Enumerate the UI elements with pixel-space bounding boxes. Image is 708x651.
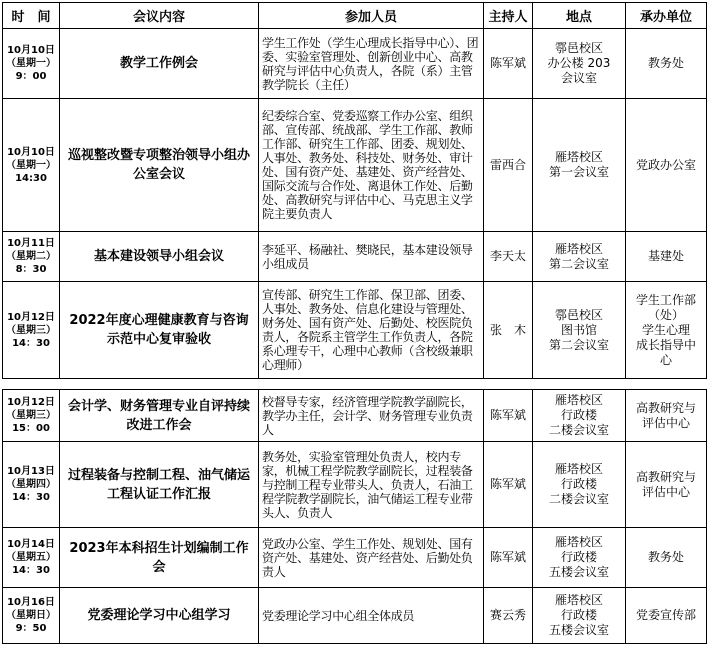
date-text: 10月13日 xyxy=(7,466,55,477)
time-cell xyxy=(3,528,60,588)
header-host: 主持人 xyxy=(484,3,533,29)
weekday-text: （星期三） xyxy=(6,410,56,421)
host-cell: 雷西合 xyxy=(484,99,533,232)
location-line: 二楼会议室 xyxy=(548,423,609,437)
header-attendees: 参加人员 xyxy=(259,3,484,29)
organizer-cell xyxy=(626,442,707,528)
location-line: 雁塔校区 xyxy=(554,535,603,549)
organizer-line: 党委宣传部 xyxy=(635,608,696,622)
time-cell xyxy=(3,390,60,442)
organizer-line: 评估中心 xyxy=(641,484,690,499)
date-text: 10月12日 xyxy=(7,311,55,323)
host-cell: 陈军斌 xyxy=(484,29,533,99)
location-line: 雁塔校区 xyxy=(554,241,603,256)
topic-cell: 2023年本科招生计划编制工作会 xyxy=(60,528,259,588)
header-organizer: 承办单位 xyxy=(626,3,707,29)
weekday-text: （星期五） xyxy=(6,552,56,563)
location-line: 第二会议室 xyxy=(548,256,609,271)
header-topic: 会议内容 xyxy=(60,3,259,29)
organizer-cell xyxy=(626,528,707,588)
organizer-line: 高教研究与 xyxy=(635,400,696,415)
header-time: 时 间 xyxy=(3,3,60,29)
location-cell xyxy=(533,588,626,644)
weekday-text: （星期一） xyxy=(6,159,56,171)
location-cell xyxy=(533,528,626,588)
attendees-cell: 学生工作处（学生心理成长指导中心）、团委、实验室管理处、创新创业中心、高教研究与评估中心负责人，各院（系）主管教学院长（主任） xyxy=(259,29,484,99)
attendees-cell: 党政办公室、学生工作处、规划处、国有资产处、基建处、资产经营处、后勤处负责人 xyxy=(259,528,484,588)
location-line: 雁塔校区 xyxy=(554,393,603,407)
location-cell xyxy=(533,442,626,528)
topic-cell: 2022年度心理健康教育与咨询示范中心复审验收 xyxy=(60,282,259,379)
location-cell xyxy=(533,232,626,282)
attendees-cell: 教务处，实验室管理处负责人，校内专家，机械工程学院教学副院长，过程装备与控制工程专业带头人、负责人，石油工程学院教学副院长，油气储运工程专业带头人、负责人 xyxy=(259,442,484,528)
organizer-cell xyxy=(626,282,707,379)
time-cell xyxy=(3,29,60,99)
organizer-cell xyxy=(626,232,707,282)
location-line: 会议室 xyxy=(560,71,597,85)
location-line: 第二会议室 xyxy=(548,337,609,352)
organizer-line: 心 xyxy=(659,352,672,367)
weekday-text: （星期四） xyxy=(6,479,56,490)
organizer-cell xyxy=(626,29,707,99)
schedule-table-part1 xyxy=(2,2,707,379)
organizer-line: 学生心理 xyxy=(641,322,690,337)
location-line: 图书馆 xyxy=(560,322,597,337)
organizer-line: 评估中心 xyxy=(641,415,690,430)
host-cell: 陈军斌 xyxy=(484,442,533,528)
table-row xyxy=(3,232,707,282)
date-text: 10月16日 xyxy=(7,597,55,608)
table-row xyxy=(3,528,707,588)
location-cell xyxy=(533,282,626,379)
organizer-line: 教务处 xyxy=(647,550,684,564)
location-line: 办公楼 203 xyxy=(547,56,611,70)
location-line: 第一会议室 xyxy=(548,165,609,179)
time-text: 14:30 xyxy=(15,172,47,184)
location-cell xyxy=(533,29,626,99)
organizer-line: 高教研究与 xyxy=(635,469,696,484)
table-row xyxy=(3,282,707,379)
host-cell: 陈军斌 xyxy=(484,528,533,588)
location-line: 行政楼 xyxy=(560,608,597,622)
time-cell xyxy=(3,282,60,379)
attendees-cell: 校督导专家，经济管理学院教学副院长，教学办主任，会计学、财务管理专业负责人 xyxy=(259,390,484,442)
header-location: 地点 xyxy=(533,3,626,29)
schedule-table-part2 xyxy=(2,389,707,644)
date-text: 10月11日 xyxy=(7,238,55,249)
time-cell xyxy=(3,232,60,282)
topic-cell: 过程装备与控制工程、油气储运工程认证工作汇报 xyxy=(60,442,259,528)
location-line: 行政楼 xyxy=(560,550,597,564)
date-text: 10月10日 xyxy=(7,146,55,158)
organizer-cell xyxy=(626,588,707,644)
location-line: 鄠邑校区 xyxy=(554,41,603,55)
date-text: 10月10日 xyxy=(7,45,55,56)
time-cell xyxy=(3,588,60,644)
organizer-line: 学生工作部 xyxy=(635,292,696,307)
attendees-cell: 李延平、杨融社、樊晓民，基本建设领导小组成员 xyxy=(259,232,484,282)
location-line: 雁塔校区 xyxy=(554,462,603,476)
header-row xyxy=(3,3,707,29)
organizer-cell xyxy=(626,390,707,442)
host-cell: 李天太 xyxy=(484,232,533,282)
time-cell xyxy=(3,442,60,528)
organizer-line: 党政办公室 xyxy=(635,157,696,172)
table-row xyxy=(3,588,707,644)
time-text: 14：30 xyxy=(12,337,50,349)
organizer-cell xyxy=(626,99,707,232)
host-cell: 张 木 xyxy=(484,282,533,379)
organizer-line: （处） xyxy=(647,307,684,322)
weekday-text: （星期一） xyxy=(6,58,56,69)
attendees-cell: 党委理论学习中心组全体成员 xyxy=(259,588,484,644)
location-cell xyxy=(533,390,626,442)
time-text: 15：00 xyxy=(12,423,50,434)
location-line: 行政楼 xyxy=(560,408,597,422)
time-cell xyxy=(3,99,60,232)
organizer-line: 成长指导中 xyxy=(635,337,696,352)
time-text: 14：30 xyxy=(12,565,50,576)
topic-cell: 会计学、财务管理专业自评持续改进工作会 xyxy=(60,390,259,442)
table-row xyxy=(3,442,707,528)
location-line: 雁塔校区 xyxy=(554,150,603,164)
weekday-text: （星期日） xyxy=(6,610,56,621)
host-cell: 陈军斌 xyxy=(484,390,533,442)
location-line: 行政楼 xyxy=(560,477,597,491)
host-cell: 赛云秀 xyxy=(484,588,533,644)
location-line: 鄠邑校区 xyxy=(554,307,603,322)
location-line: 五楼会议室 xyxy=(548,623,609,637)
table-row xyxy=(3,29,707,99)
location-line: 五楼会议室 xyxy=(548,565,609,579)
attendees-cell: 纪委综合室、党委巡察工作办公室、组织部、宣传部、统战部、学生工作部、教师工作部、研究生工作部、团委、规划处、人事处、教务处、科技处、财务处、审计处、国有资产处、基建处、资产经营处、国际交流与合作处、离退休工作处、后勤处、高教研究与评估中心、马克思主义学院主要负责人 xyxy=(259,99,484,232)
table-row xyxy=(3,99,707,232)
organizer-line: 教务处 xyxy=(647,56,684,70)
topic-cell: 党委理论学习中心组学习 xyxy=(60,588,259,644)
topic-cell: 基本建设领导小组会议 xyxy=(60,232,259,282)
organizer-line: 基建处 xyxy=(647,249,684,263)
topic-cell: 教学工作例会 xyxy=(60,29,259,99)
location-cell xyxy=(533,99,626,232)
weekday-text: （星期二） xyxy=(6,251,56,262)
table-separator xyxy=(0,380,708,389)
time-text: 8：30 xyxy=(15,264,47,275)
date-text: 10月12日 xyxy=(7,397,55,408)
table-row xyxy=(3,390,707,442)
time-text: 9：50 xyxy=(15,623,47,634)
weekday-text: （星期三） xyxy=(6,324,56,336)
time-text: 14：30 xyxy=(12,492,50,503)
topic-cell: 巡视整改暨专项整治领导小组办公室会议 xyxy=(60,99,259,232)
attendees-cell: 宣传部、研究生工作部、保卫部、团委、人事处、教务处、信息化建设与管理处、财务处、国有资产处、后勤处、校医院负责人，各院系主管学生工作负责人，各院系心理专干，心理中心教师（含校级兼职心理师） xyxy=(259,282,484,379)
time-text: 9：00 xyxy=(15,71,47,82)
location-line: 雁塔校区 xyxy=(554,593,603,607)
date-text: 10月14日 xyxy=(7,539,55,550)
location-line: 二楼会议室 xyxy=(548,492,609,506)
